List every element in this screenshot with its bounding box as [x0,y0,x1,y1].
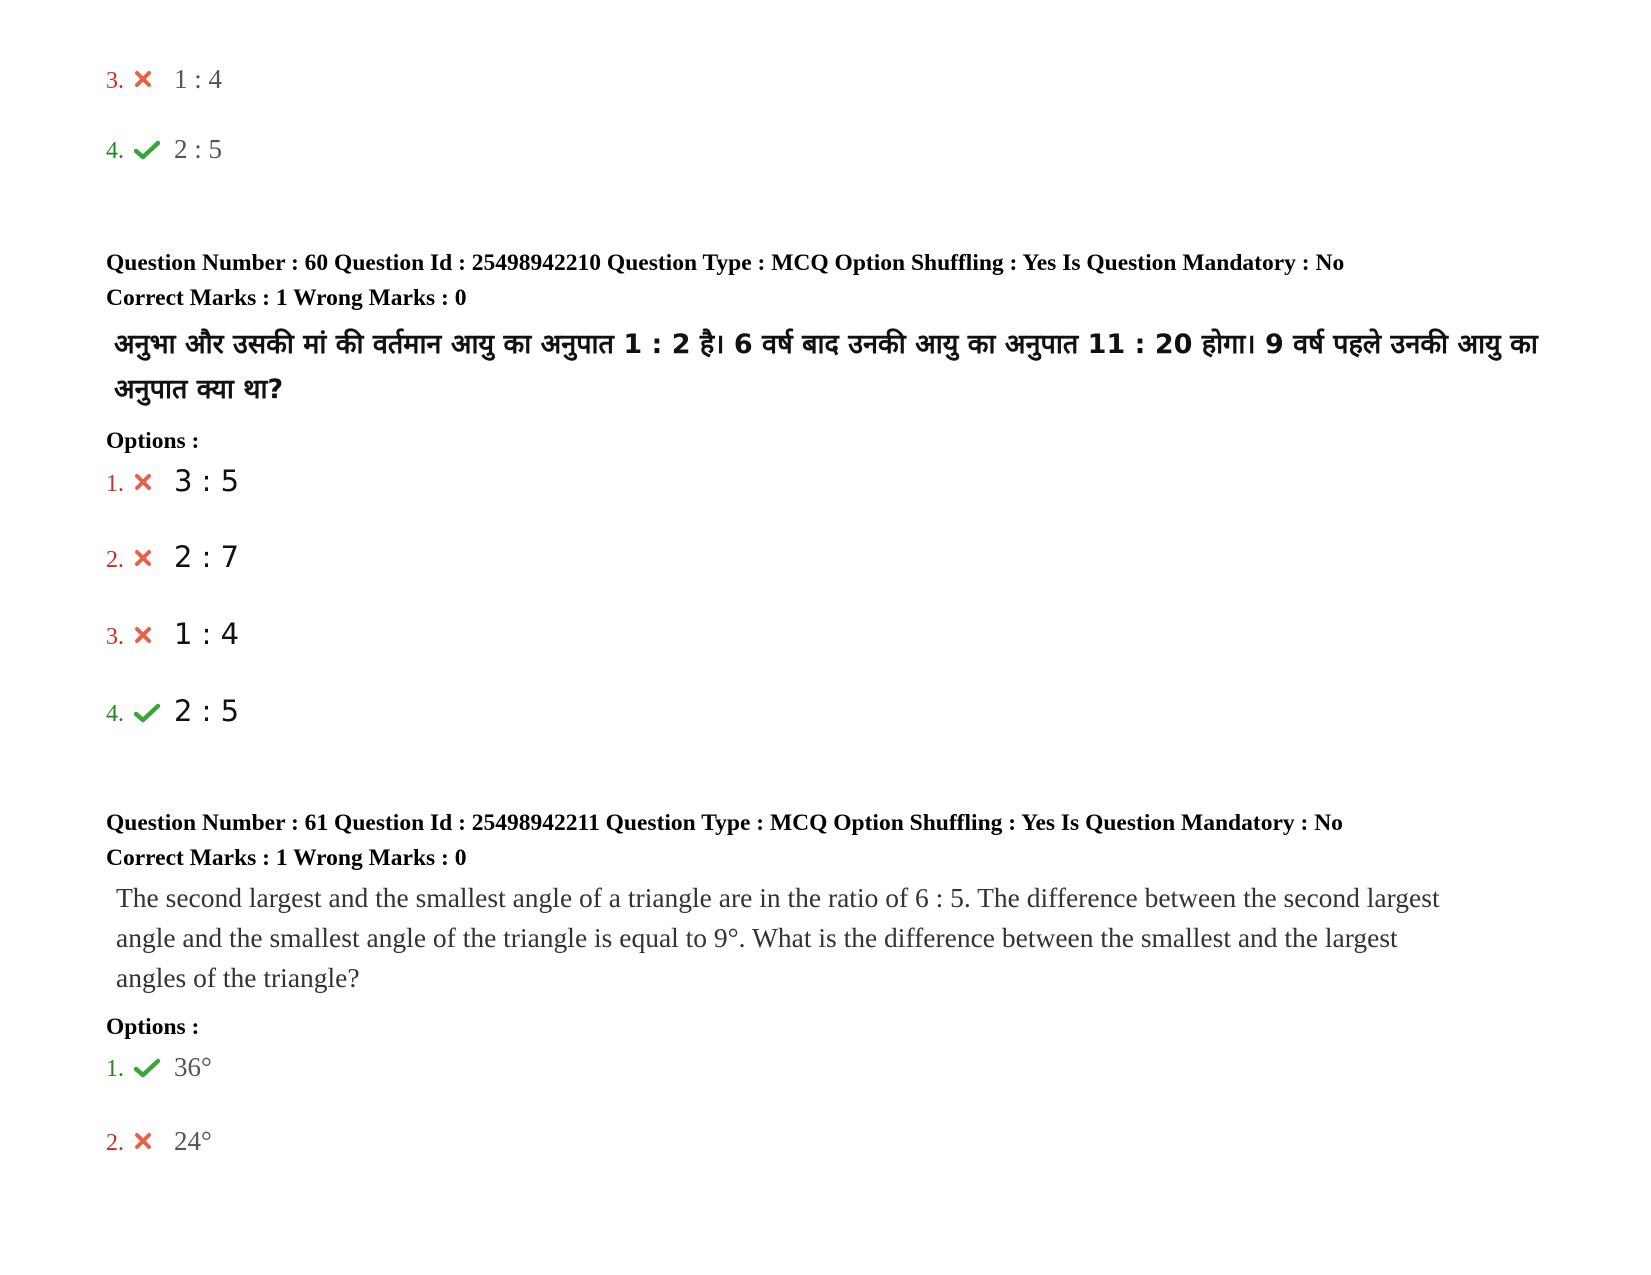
option-number: 2. [106,547,124,573]
question-meta-line: Question Number : 60 Question Id : 25498942210 Question Type : MCQ Option Shuffling : Yes Is Question Mandatory : No [106,250,1345,276]
question-marks-line: Correct Marks : 1 Wrong Marks : 0 [106,845,467,871]
option-row [106,1052,212,1083]
option-number: 4. [106,701,124,727]
option-row [106,540,239,574]
options-label: Options : [106,428,200,454]
cross-icon [134,70,160,92]
check-icon [134,1058,160,1080]
option-row [106,694,239,728]
option-text: 36° [174,1052,212,1082]
option-number: 4. [106,138,124,164]
option-text: 1 : 4 [174,64,223,94]
cross-icon [134,549,160,571]
cross-icon [134,1132,160,1154]
option-row [106,1126,212,1157]
question-text: अनुभा और उसकी मां की वर्तमान आयु का अनुपात 1 : 2 है। 6 वर्ष बाद उनकी आयु का अनुपात 11 : 20 होगा। 9 वर्ष पहले उनकी आयु का अनुपात क्या था? [114,329,1538,405]
option-text: 2 : 7 [174,540,240,574]
option-number: 3. [106,624,124,650]
option-row [106,64,222,95]
check-icon [134,140,160,162]
option-number: 2. [106,1130,124,1156]
option-text: 24° [174,1126,212,1156]
cross-icon [134,473,160,495]
option-text: 1 : 4 [174,617,240,651]
cross-icon [134,626,160,648]
check-icon [134,703,160,725]
option-text: 2 : 5 [174,134,223,164]
option-number: 1. [106,1056,124,1082]
option-row [106,617,239,651]
option-number: 3. [106,68,124,94]
question-marks-line: Correct Marks : 1 Wrong Marks : 0 [106,285,467,311]
question-text: The second largest and the smallest angle of a triangle are in the ratio of 6 : 5. The difference between the second largest angle and the smallest angle of the triangle is equal to 9°. What is the difference between the smallest and the largest angles of the triangle? [116,882,1440,993]
option-text: 2 : 5 [174,694,240,728]
option-text: 3 : 5 [174,464,240,498]
question-meta-line: Question Number : 61 Question Id : 25498942211 Question Type : MCQ Option Shuffling : Yes Is Question Mandatory : No [106,810,1343,836]
option-row [106,134,222,165]
option-number: 1. [106,471,124,497]
option-row [106,464,239,498]
options-label: Options : [106,1014,200,1040]
